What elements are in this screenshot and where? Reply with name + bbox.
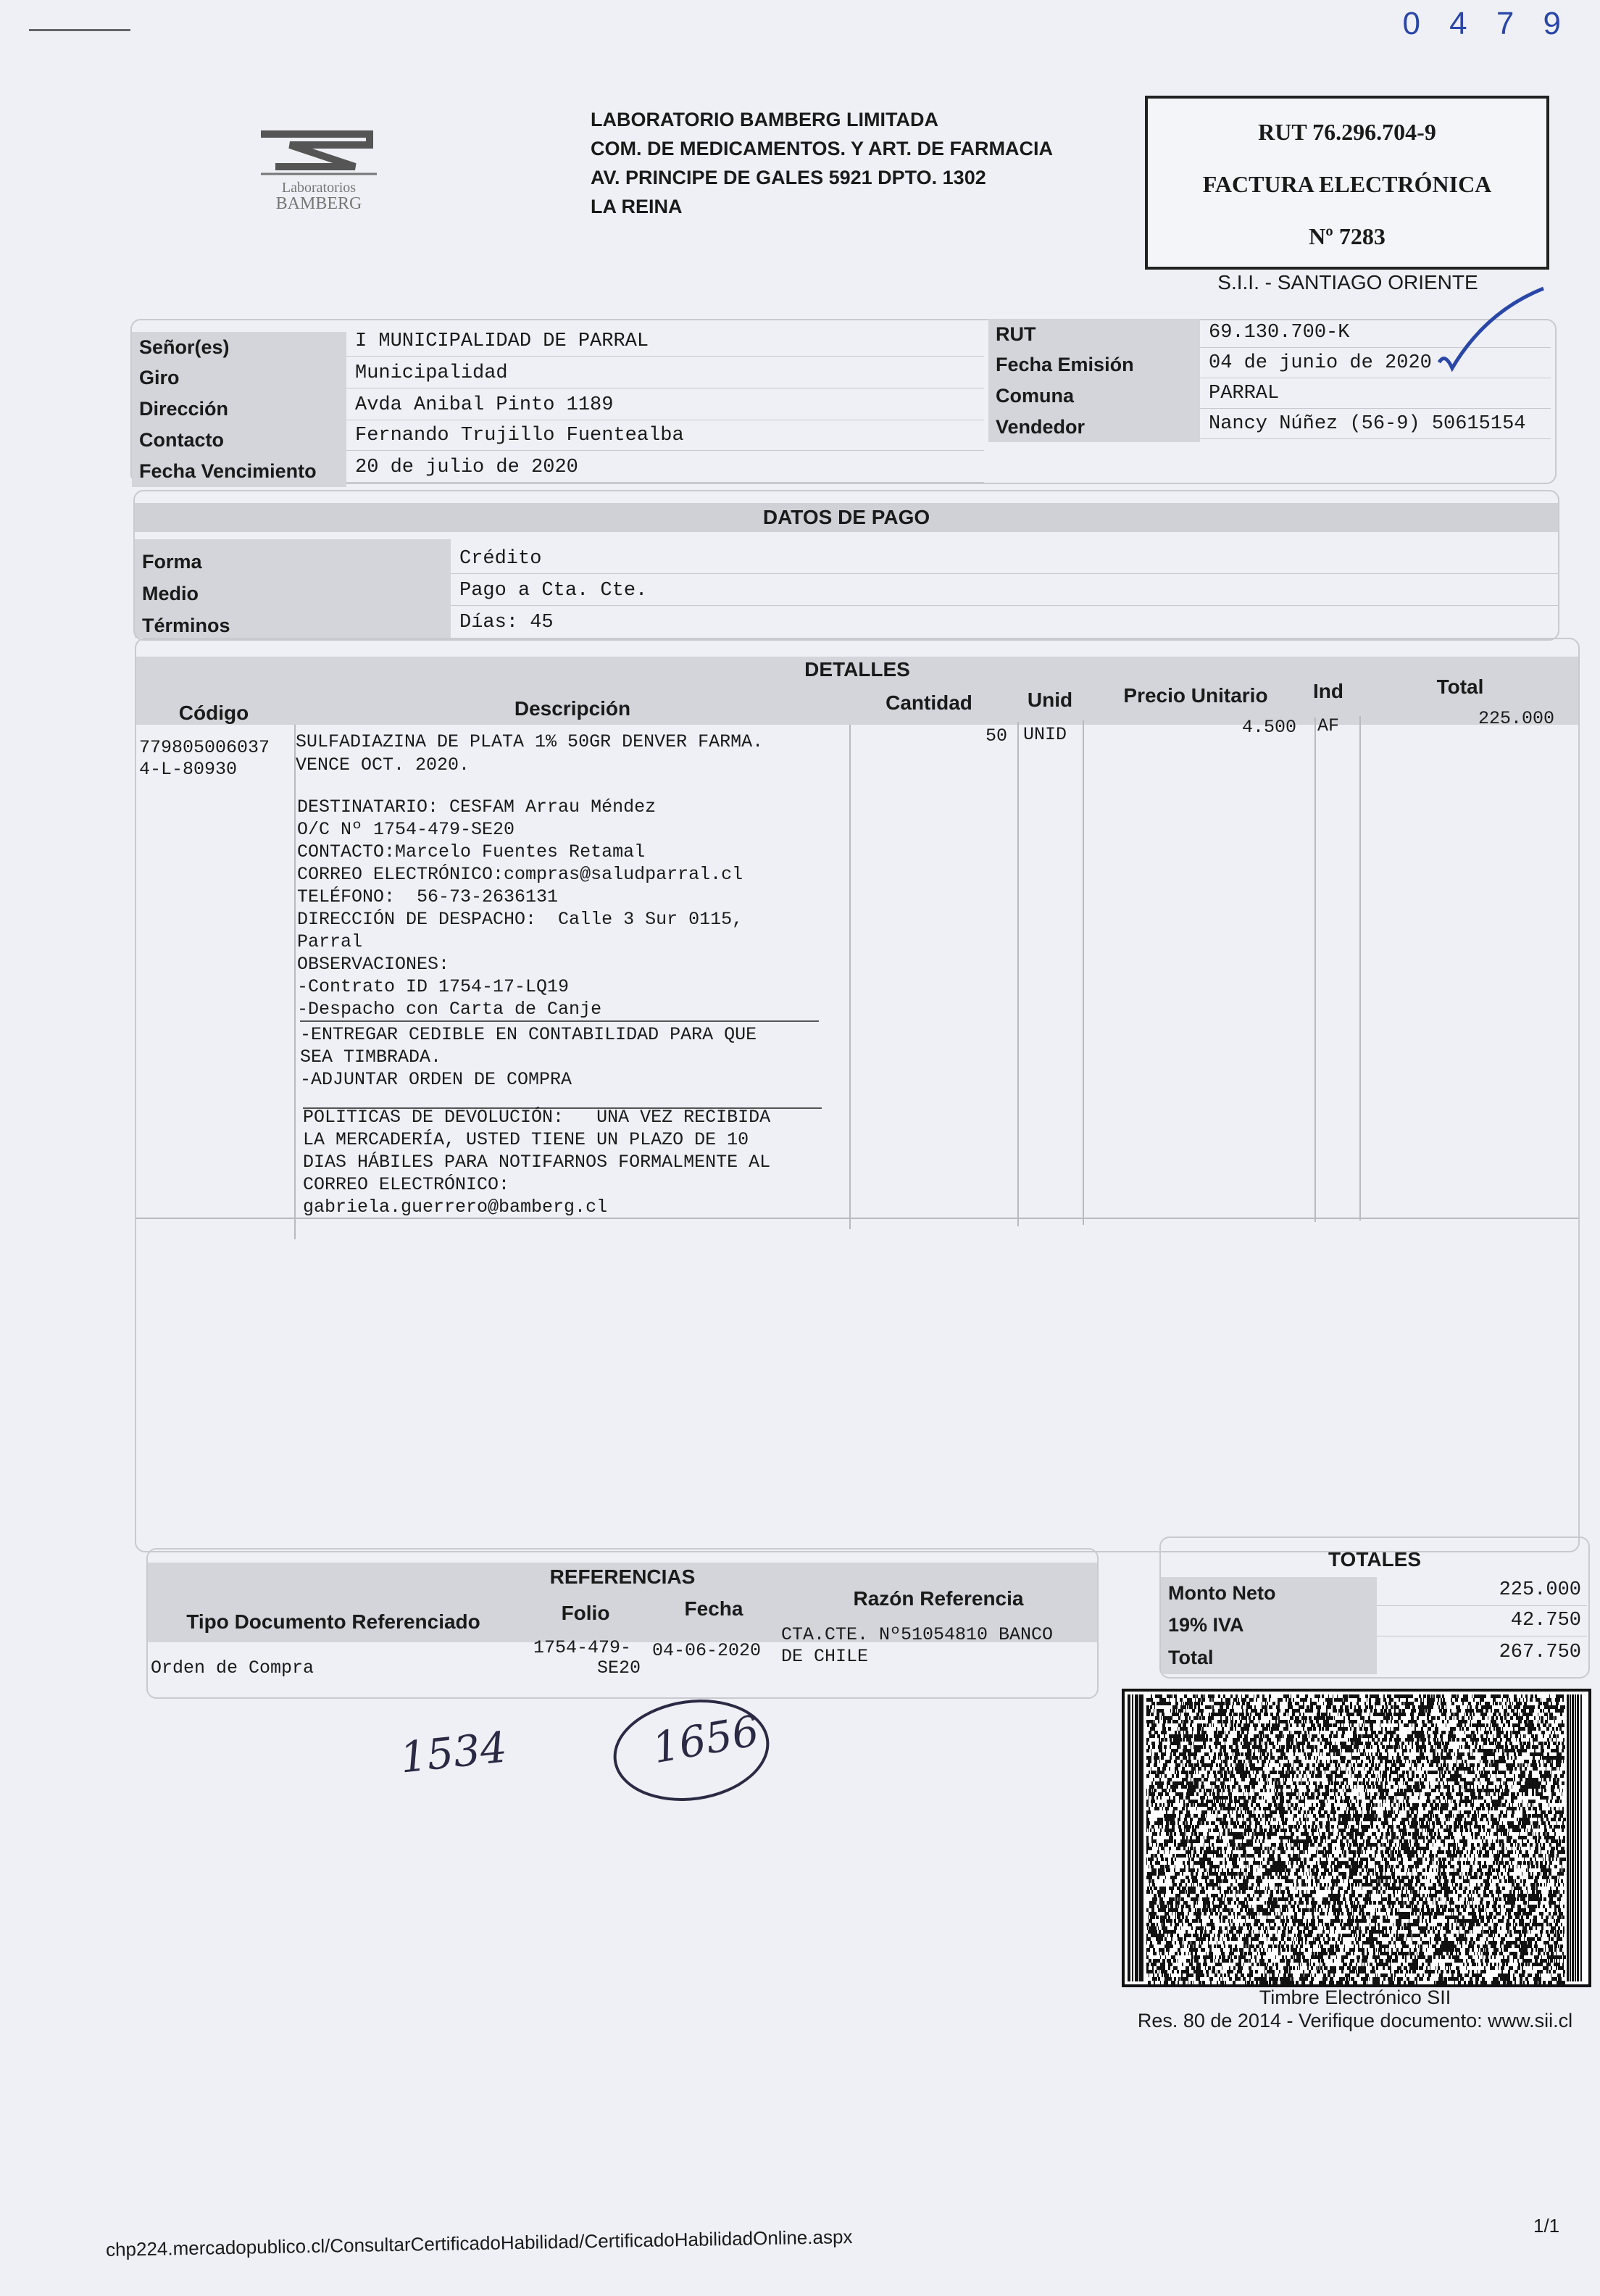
totals-label-iva: 19% IVA <box>1161 1609 1377 1641</box>
ref-razon-line2: DE CHILE <box>781 1646 869 1667</box>
value-emision: 04 de junio de 2020 <box>1200 348 1551 378</box>
ref-col-fecha: Fecha <box>684 1597 743 1620</box>
ref-col-folio: Folio <box>561 1602 610 1624</box>
value-vendedor: Nancy Núñez (56-9) 50615154 <box>1200 409 1551 439</box>
item-notes-politicas: POLITICAS DE DEVOLUCIÓN: UNA VEZ RECIBIDA LA MERCADERÍA, USTED TIENE UN PLAZO DE 10 DIAS HÁBILES PARA NOTIFARNOS FORMALMENTE AL CORREO ELECTRÓNICO: gabriela.guerrero@bamberg.cl <box>303 1107 771 1218</box>
label-vencimiento: Fecha Vencimiento <box>132 455 346 487</box>
timbre-caption <box>1116 1986 1594 2032</box>
item-unid: UNID <box>1023 724 1067 745</box>
totals-total: 267.750 <box>1499 1642 1581 1663</box>
value-vencimiento: 20 de julio de 2020 <box>346 452 984 483</box>
item-notes-entregar: -ENTREGAR CEDIBLE EN CONTABILIDAD PARA QUE SEA TIMBRADA. -ADJUNTAR ORDEN DE COMPRA <box>300 1024 757 1090</box>
notes-divider <box>300 1020 819 1022</box>
references-title: REFERENCIAS <box>549 1565 696 1588</box>
col-divider <box>1359 716 1361 1220</box>
issuer-rut: RUT 76.296.704-9 <box>1258 119 1436 145</box>
handwritten-circled-number: 1656 <box>649 1705 763 1773</box>
col-precio: Precio Unitario <box>1123 684 1268 707</box>
label-comuna: Comuna <box>988 380 1200 412</box>
value-direccion: Avda Anibal Pinto 1189 <box>346 390 984 420</box>
value-forma: Crédito <box>451 544 1558 574</box>
ref-tipo: Orden de Compra <box>151 1657 314 1679</box>
timbre-line1: Timbre Electrónico SII <box>1259 1987 1451 2008</box>
checkmark-icon <box>1435 283 1551 377</box>
col-codigo: Código <box>178 702 249 724</box>
item-total: 225.000 <box>1478 708 1555 729</box>
timbre-line2: Res. 80 de 2014 - Verifique documento: www.sii.cl <box>1137 2010 1573 2031</box>
item-desc-line1: SULFADIAZINA DE PLATA 1% 50GR DENVER FARMA. <box>296 731 764 752</box>
ref-fecha: 04-06-2020 <box>652 1640 762 1661</box>
item-desc-line2: VENCE OCT. 2020. <box>296 754 470 775</box>
label-vendedor: Vendedor <box>988 412 1200 442</box>
footer-url: chp224.mercadopublico.cl/ConsultarCertificadoHabilidad/CertificadoHabilidadOnline.aspx <box>105 2226 853 2260</box>
label-direccion: Dirección <box>132 393 346 425</box>
col-descripcion: Descripción <box>514 697 631 720</box>
col-cantidad: Cantidad <box>886 691 972 714</box>
item-codigo-line1: 779805006037 <box>139 737 270 758</box>
label-emision: Fecha Emisión <box>988 349 1200 380</box>
totals-label-total: Total <box>1161 1641 1377 1674</box>
label-giro: Giro <box>132 362 346 393</box>
page-number: 1/1 <box>1533 2215 1560 2237</box>
col-divider <box>1017 722 1019 1226</box>
item-codigo-line2: 4-L-80930 <box>139 759 238 780</box>
col-ind: Ind <box>1313 680 1343 702</box>
corner-pen-mark <box>29 29 130 31</box>
label-forma: Forma <box>142 550 202 573</box>
item-ind: AF <box>1317 715 1340 736</box>
handwritten-number: 1534 <box>397 1722 509 1783</box>
col-divider <box>294 725 296 1239</box>
document-number: Nº 7283 <box>1309 223 1386 249</box>
label-rut: RUT <box>988 319 1200 349</box>
value-terminos: Días: 45 <box>459 612 554 633</box>
label-contacto: Contacto <box>132 425 346 455</box>
stamp-number: 0 4 7 9 <box>1402 6 1571 41</box>
ref-razon-line1: CTA.CTE. Nº51054810 BANCO <box>781 1624 1054 1645</box>
timbre-barcode <box>1122 1689 1591 1987</box>
col-divider <box>1314 718 1316 1222</box>
svg-text:BAMBERG: BAMBERG <box>275 194 362 213</box>
ref-folio-line1: 1754-479- <box>533 1637 632 1658</box>
label-terminos: Términos <box>142 614 230 636</box>
ref-col-tipo: Tipo Documento Referenciado <box>186 1610 480 1633</box>
totals-label-neto: Monto Neto <box>1161 1577 1377 1609</box>
col-divider <box>1083 720 1084 1225</box>
ref-folio-line2: SE20 <box>597 1657 641 1679</box>
col-total: Total <box>1436 675 1484 698</box>
company-line3: AV. PRINCIPE DE GALES 5921 DPTO. 1302 <box>591 167 986 188</box>
totals-iva: 42.750 <box>1377 1605 1587 1636</box>
col-divider <box>849 725 851 1229</box>
details-title: DETALLES <box>804 658 910 681</box>
company-line4: LA REINA <box>591 196 683 217</box>
value-medio: Pago a Cta. Cte. <box>451 575 1558 606</box>
company-line2: COM. DE MEDICAMENTOS. Y ART. DE FARMACIA <box>591 138 1054 159</box>
label-medio: Medio <box>142 582 199 604</box>
payment-title: DATOS DE PAGO <box>135 503 1558 532</box>
value-rut: 69.130.700-K <box>1200 317 1551 348</box>
company-logo <box>246 123 391 217</box>
value-giro: Municipalidad <box>346 358 984 388</box>
label-senores: Señor(es) <box>132 332 346 362</box>
item-cantidad: 50 <box>986 725 1008 746</box>
sii-office: S.I.I. - SANTIAGO ORIENTE <box>1217 271 1478 294</box>
document-id-box <box>1145 96 1549 270</box>
document-type: FACTURA ELECTRÓNICA <box>1202 171 1492 197</box>
totals-neto: 225.000 <box>1377 1574 1587 1606</box>
col-unid: Unid <box>1027 689 1073 711</box>
company-info <box>591 105 1053 221</box>
value-comuna: PARRAL <box>1200 378 1551 409</box>
ref-col-razon: Razón Referencia <box>853 1587 1024 1610</box>
value-senores: I MUNICIPALIDAD DE PARRAL <box>346 326 984 357</box>
svg-text:Laboratorios: Laboratorios <box>281 180 357 196</box>
item-precio: 4.500 <box>1242 717 1297 738</box>
value-contacto: Fernando Trujillo Fuentealba <box>346 420 984 451</box>
company-name: LABORATORIO BAMBERG LIMITADA <box>591 109 938 130</box>
item-notes-destinatario: DESTINATARIO: CESFAM Arrau Méndez O/C Nº 1754-479-SE20 CONTACTO:Marcelo Fuentes Retamal CORREO ELECTRÓNICO:compras@saludparral.cl TELÉFONO: 56-73-2636131 DIRECCIÓN DE DESPACHO: Calle 3 Sur 0115, Parral OBSERVACIONES: -Contrato ID 1754-17-LQ19 -Despacho con Carta de Canje <box>297 796 743 1020</box>
totals-title: TOTALES <box>1328 1548 1422 1571</box>
